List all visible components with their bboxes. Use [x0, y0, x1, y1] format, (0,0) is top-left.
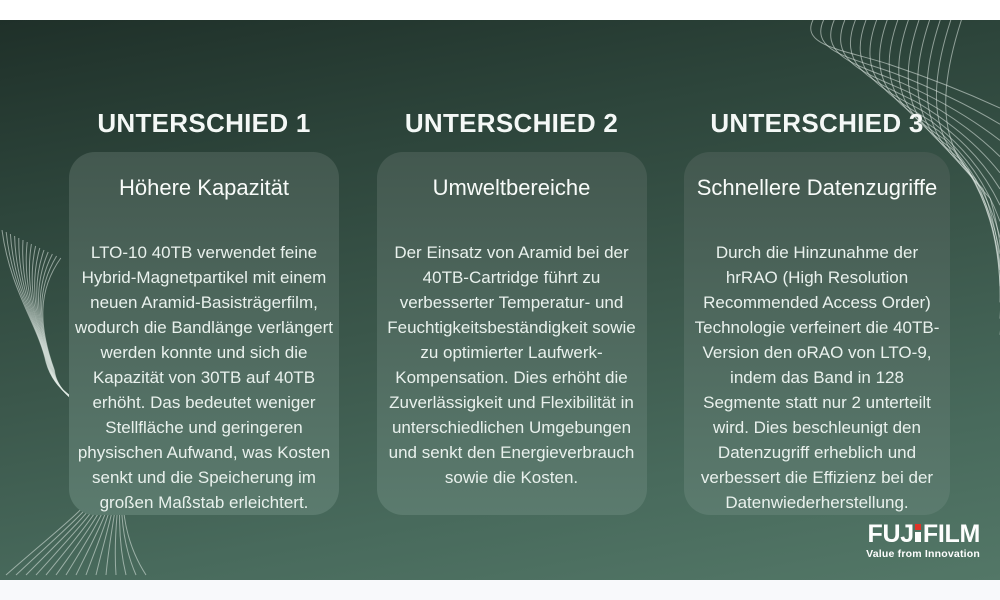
fujifilm-red-dot-i-icon: [915, 524, 921, 542]
difference-2-heading: UNTERSCHIED 2: [404, 108, 619, 138]
logo-i-stem: [915, 532, 921, 543]
comparison-columns: [69, 108, 950, 515]
fujifilm-logo: [866, 520, 980, 560]
bottom-white-strip: [0, 580, 1000, 600]
logo-text-film: FILM: [922, 520, 980, 548]
difference-1-card: [69, 152, 339, 515]
fujifilm-wordmark: [866, 520, 980, 548]
difference-column-3: [684, 108, 950, 515]
difference-3-card-body: Durch die Hinzunahme der hrRAO (High Resolution Recommended Access Order) Technologie verfeinert die 40TB-Version den oRAO von LTO-9, indem das Band in 128 Segmente statt nur 2 unterteilt wird. Dies beschleunigt den Datenzugriff erheblich und verbessert die Effizienz bei der Datenwiederherstellung.: [694, 243, 940, 512]
difference-1-card-body: LTO-10 40TB verwendet feine Hybrid-Magnetpartikel mit einem neuen Aramid-Basisträgerfilm, wodurch die Bandlänge verlängert werden konnte und sich die Kapazität von 30TB auf 40TB erhöht. Das bedeutet weniger Stellfläche und geringeren physischen Aufwand, was Kosten senkt und die Speicherung im großen Maßstab erleichtert.: [75, 243, 334, 512]
difference-2-card-title: Umweltbereiche: [432, 175, 591, 200]
logo-text-fuj: FUJ: [867, 520, 914, 548]
logo-tagline: Value from Innovation: [866, 548, 980, 560]
infographic-panel: [0, 20, 1000, 580]
difference-column-2: [377, 108, 647, 515]
difference-column-1: [69, 108, 339, 515]
difference-1-heading: UNTERSCHIED 1: [97, 108, 311, 138]
difference-3-card: [684, 152, 950, 515]
logo-red-dot: [915, 524, 921, 530]
difference-3-card-title: Schnellere Datenzugriffe: [696, 175, 938, 200]
difference-1-card-title: Höhere Kapazität: [119, 175, 289, 200]
difference-2-card-body: Der Einsatz von Aramid bei der 40TB-Cartridge führt zu verbesserter Temperatur- und Feuchtigkeitsbeständigkeit sowie zu optimierter Laufwerk-Kompensation. Dies erhöht die Zuverlässigkeit und Flexibilität in unterschiedlichen Umgebungen und senkt den Energieverbrauch sowie die Kosten.: [387, 243, 636, 487]
difference-2-card: [377, 152, 647, 515]
difference-3-heading: UNTERSCHIED 3: [710, 108, 924, 138]
